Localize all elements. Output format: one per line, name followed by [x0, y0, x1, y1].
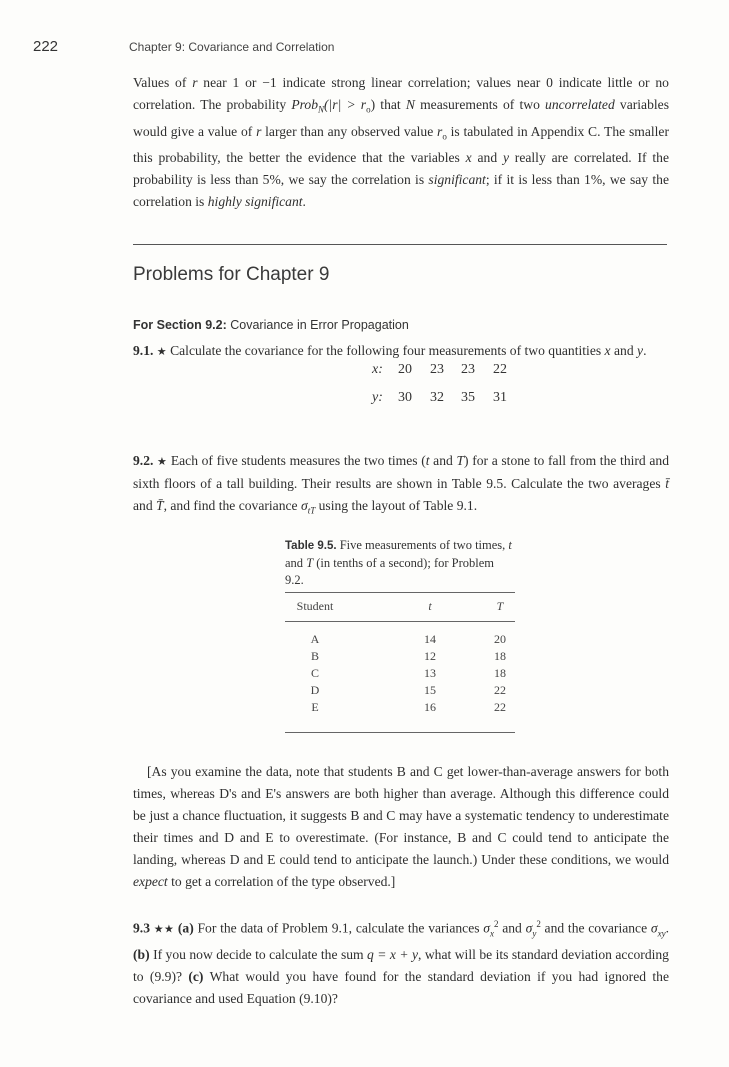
table-row: E 16 22 [311, 700, 506, 714]
table-header-row: Student t T [296, 599, 504, 613]
page-number: 222 [33, 38, 59, 55]
running-head: Chapter 9: Covariance and Correlation [129, 40, 335, 54]
problem-9-3: 9.3 ★★ (a) For the data of Problem 9.1, calculate the variances $\sigma_x^2$ and $\sigma_y^2$ and the covariance $\sigma_{xy}$. (b) If you now decide to calculate the sum q = x + y, what will be its standard deviation according to (9.9)? (c) What would you have found for the standard deviation if you had ignored the covariance and used Equation (9.10)? [133, 919, 669, 1007]
table-row: B 12 18 [310, 649, 506, 663]
table-header-rule [285, 621, 515, 622]
problem-9-2: 9.2. ★ Each of five students measures the two times (t and T) for a stone to fall from the third and sixth floors of a tall building. Their results are shown in Table 9.5. Calculate the two averages t̄ and T̄, and find the covariance $\sigma_{tT}$ using the layout of Table 9.1. [133, 453, 669, 516]
table-caption: Table 9.5. Five measurements of two times, t and T (in tenths of a second); for Problem 9.2. [285, 538, 512, 587]
intro-paragraph: Values of r near 1 or −1 indicate strong linear correlation; values near 0 indicate little or no correlation. The probability Prob$_N$(|r| > $r_o$) that N measurements of two uncorrelated variables would give a value of r larger than any observed value $r_o$ is tabulated in Appendix C. The smaller this probability, the better the evidence that the variables x and y really are correlated. If the probability is less than 5%, we say the correlation is significant; if it is less than 1%, we say the correlation is highly significant. [133, 75, 669, 210]
table-top-rule [285, 592, 515, 593]
table-row: A 14 20 [310, 632, 506, 646]
section-divider [133, 244, 667, 245]
table-row: D 15 22 [310, 683, 506, 697]
problem-9-1: 9.1. ★ Calculate the covariance for the following four measurements of two quantities x and y. [133, 343, 647, 358]
problems-title: Problems for Chapter 9 [133, 264, 330, 285]
table-bottom-rule [285, 732, 515, 733]
table-row: C 13 18 [310, 666, 506, 680]
bracket-note: [As you examine the data, note that students B and C get lower-than-average answers for both times, whereas D's and E's answers are both higher than average. Although this difference could be just a chance fluctuation, it suggests B and C may have a systematic tendency to underestimate their times and D and E to overestimate. (For instance, B and C could tend to anticipate the landing, whereas D and E could tend to anticipate the launch.) Under these conditions, we would expect to get a correlation of the type observed.] [133, 764, 669, 889]
section-heading: For Section 9.2: Covariance in Error Propagation [133, 318, 409, 332]
page-header [33, 38, 683, 62]
